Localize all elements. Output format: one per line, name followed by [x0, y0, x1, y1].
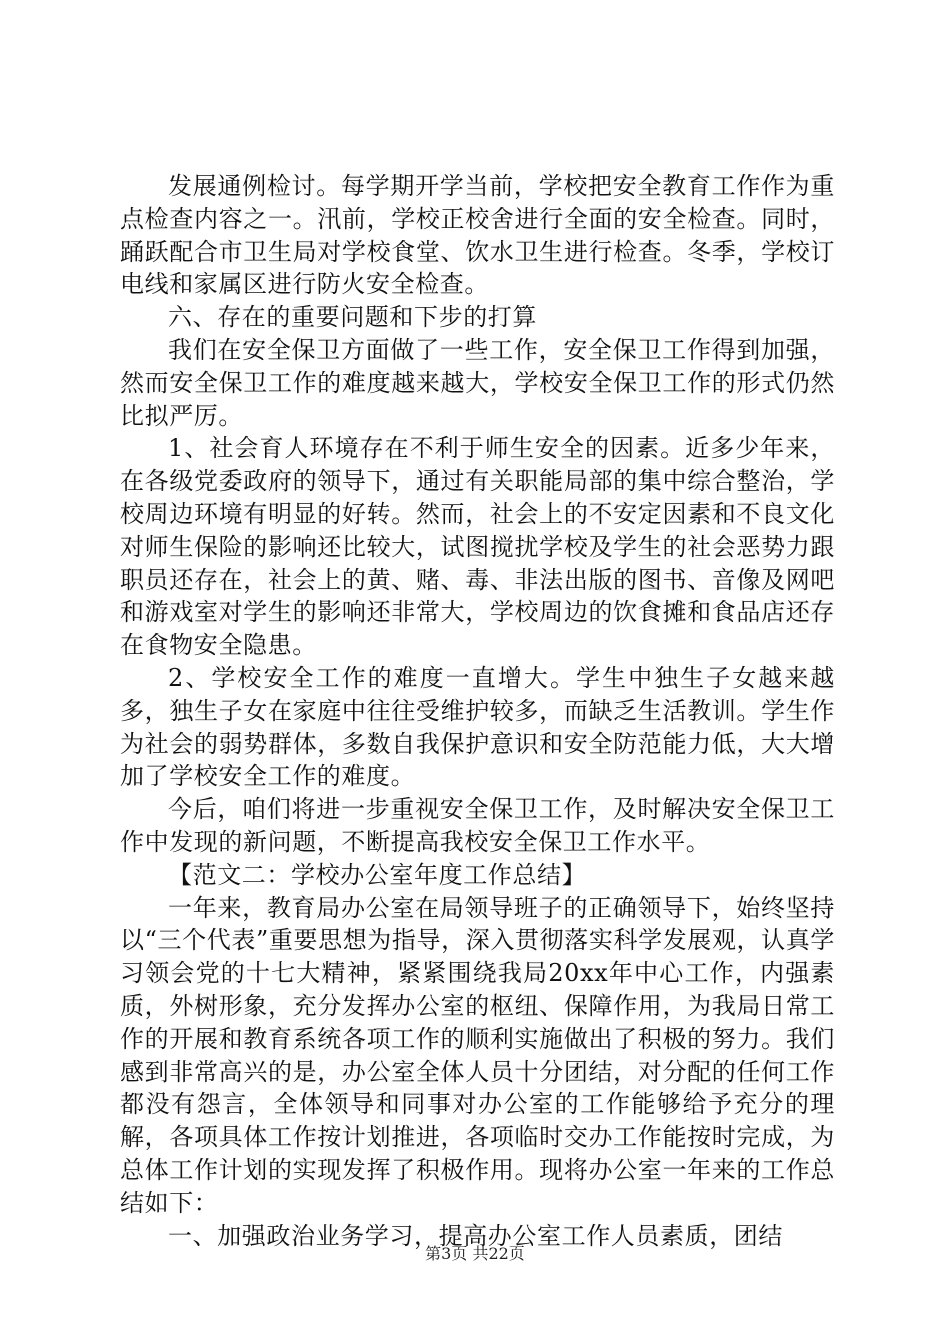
paragraph-point-1: 1、社会育人环境存在不利于师生安全的因素。近多少年来，在各级党委政府的领导下，通过有关职能局部的集中综合整治，学校周边环境有明显的好转。然而，社会上的不安定因素和不良文化对师生保险的影响还比较大，试图搅扰学校及学生的社会恶势力跟职员还存在，社会上的黄、赌、毒、非法出版的图书、音像及网吧和游戏室对学生的影响还非常大，学校周边的饮食摊和食品店还存在食物安全隐患。: [120, 434, 835, 660]
paragraph-point-2: 2、学校安全工作的难度一直增大。学生中独生子女越来越多，独生子女在家庭中往往受维护较多，而缺乏生活教训。学生作为社会的弱势群体，多数自我保护意识和安全防范能力低，大大增加了学校安全工作的难度。: [120, 663, 835, 791]
paragraph-future: 今后，咱们将进一步重视安全保卫工作，及时解决安全保卫工作中发现的新问题，不断提高我校安全保卫工作水平。: [120, 795, 835, 856]
paragraph-continuation: 发展通例检讨。每学期开学当前，学校把安全教育工作作为重点检查内容之一。汛前，学校正校舍进行全面的安全检查。同时，踊跃配合市卫生局对学校食堂、饮水卫生进行检查。冬季，学校订电线和家属区进行防火安全检查。: [120, 172, 835, 299]
document-body: [120, 170, 835, 1252]
paragraph-office-summary: 一年来，教育局办公室在局领导班子的正确领导下，始终坚持以“三个代表”重要思想为指导，深入贯彻落实科学发展观，认真学习领会党的十七大精神，紧紧围绕我局20xx年中心工作，内强素质，外树形象，充分发挥办公室的枢纽、保障作用，为我局日常工作的开展和教育系统各项工作的顺利实施做出了积极的努力。我们感到非常高兴的是，办公室全体人员十分团结，对分配的任何工作都没有怨言，全体领导和同事对办公室的工作能够给予充分的理解，各项具体工作按计划推进，各项临时交办工作能按时完成，为总体工作计划的实现发挥了积极作用。现将办公室一年来的工作总结如下：: [120, 893, 835, 1217]
section-heading-political-study: 一、加强政治业务学习，提高办公室工作人员素质，团结: [168, 1221, 783, 1250]
section-heading-problems: 六、存在的重要问题和下步的打算: [168, 303, 537, 332]
paragraph-security-work: 我们在安全保卫方面做了一些工作，安全保卫工作得到加强，然而安全保卫工作的难度越来越大，学校安全保卫工作的形式仍然比拟严厉。: [120, 335, 835, 430]
section-heading-sample-two: 【范文二：学校办公室年度工作总结】: [168, 860, 587, 889]
page-footer: 第3页 共22页: [425, 1244, 525, 1263]
